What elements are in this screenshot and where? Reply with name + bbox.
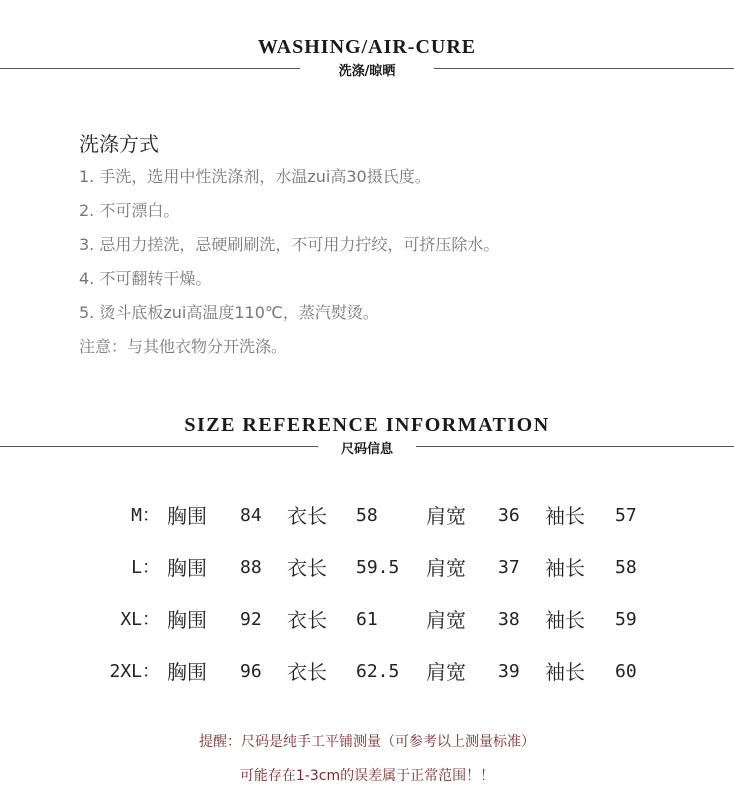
length-label: 衣长	[287, 556, 327, 580]
washing-header-rule	[0, 60, 734, 79]
chest-label: 胸围	[167, 556, 207, 580]
tolerance-note: 可能存在1-3cm的误差属于正常范围！！	[239, 768, 495, 784]
sleeve-label: 袖长	[545, 504, 585, 528]
chest-value: 84	[240, 505, 262, 526]
divider-left	[0, 68, 300, 69]
size-header	[0, 414, 734, 457]
divider-left	[0, 446, 318, 447]
chest-label: 胸围	[167, 504, 207, 528]
measurement-note: 提醒：尺码是纯手工平铺测量（可参考以上测量标准）	[199, 734, 535, 750]
washing-title-zh: 洗涤/晾晒	[327, 64, 408, 80]
length-value: 62.5	[356, 661, 400, 682]
size-header-rule	[0, 438, 734, 457]
shoulder-label: 肩宽	[426, 660, 466, 684]
size-label: 2XL：	[109, 661, 160, 682]
chest-label: 胸围	[167, 660, 207, 684]
chest-value: 92	[240, 609, 262, 630]
list-item: 注意：与其他衣物分开洗涤。	[79, 337, 288, 356]
length-label: 衣长	[287, 660, 327, 684]
list-item: 2. 不可漂白。	[79, 201, 180, 220]
size-label: XL：	[120, 609, 160, 630]
shoulder-value: 36	[498, 505, 520, 526]
sleeve-value: 59	[615, 609, 637, 630]
sleeve-value: 58	[615, 557, 637, 578]
shoulder-label: 肩宽	[426, 608, 466, 632]
length-value: 58	[356, 505, 378, 526]
divider-right	[434, 68, 734, 69]
sleeve-label: 袖长	[545, 660, 585, 684]
sleeve-value: 60	[615, 661, 637, 682]
chest-value: 88	[240, 557, 262, 578]
washing-header	[0, 36, 734, 79]
washing-title-en: WASHING/AIR-CURE	[257, 36, 477, 58]
washing-method-heading: 洗涤方式	[79, 132, 159, 156]
length-label: 衣长	[287, 608, 327, 632]
list-item: 4. 不可翻转干燥。	[79, 269, 212, 288]
sleeve-value: 57	[615, 505, 637, 526]
size-label: M：	[131, 505, 160, 526]
washing-instructions-list	[79, 165, 499, 369]
length-value: 61	[356, 609, 378, 630]
length-value: 59.5	[356, 557, 400, 578]
shoulder-value: 39	[498, 661, 520, 682]
list-item: 5. 烫斗底板zui高温度110℃，蒸汽熨烫。	[79, 303, 379, 322]
chest-value: 96	[240, 661, 262, 682]
sleeve-label: 袖长	[545, 608, 585, 632]
chest-label: 胸围	[167, 608, 207, 632]
shoulder-value: 37	[498, 557, 520, 578]
divider-right	[416, 446, 734, 447]
list-item: 3. 忌用力搓洗，忌硬刷刷洗，不可用力拧绞，可挤压除水。	[79, 235, 500, 254]
shoulder-value: 38	[498, 609, 520, 630]
size-title-en: SIZE REFERENCE INFORMATION	[184, 414, 550, 436]
shoulder-label: 肩宽	[426, 504, 466, 528]
length-label: 衣长	[287, 504, 327, 528]
sleeve-label: 袖长	[545, 556, 585, 580]
size-label: L：	[131, 557, 160, 578]
shoulder-label: 肩宽	[426, 556, 466, 580]
list-item: 1. 手洗，选用中性洗涤剂，水温zui高30摄氏度。	[79, 167, 431, 186]
size-title-zh: 尺码信息	[329, 442, 405, 458]
